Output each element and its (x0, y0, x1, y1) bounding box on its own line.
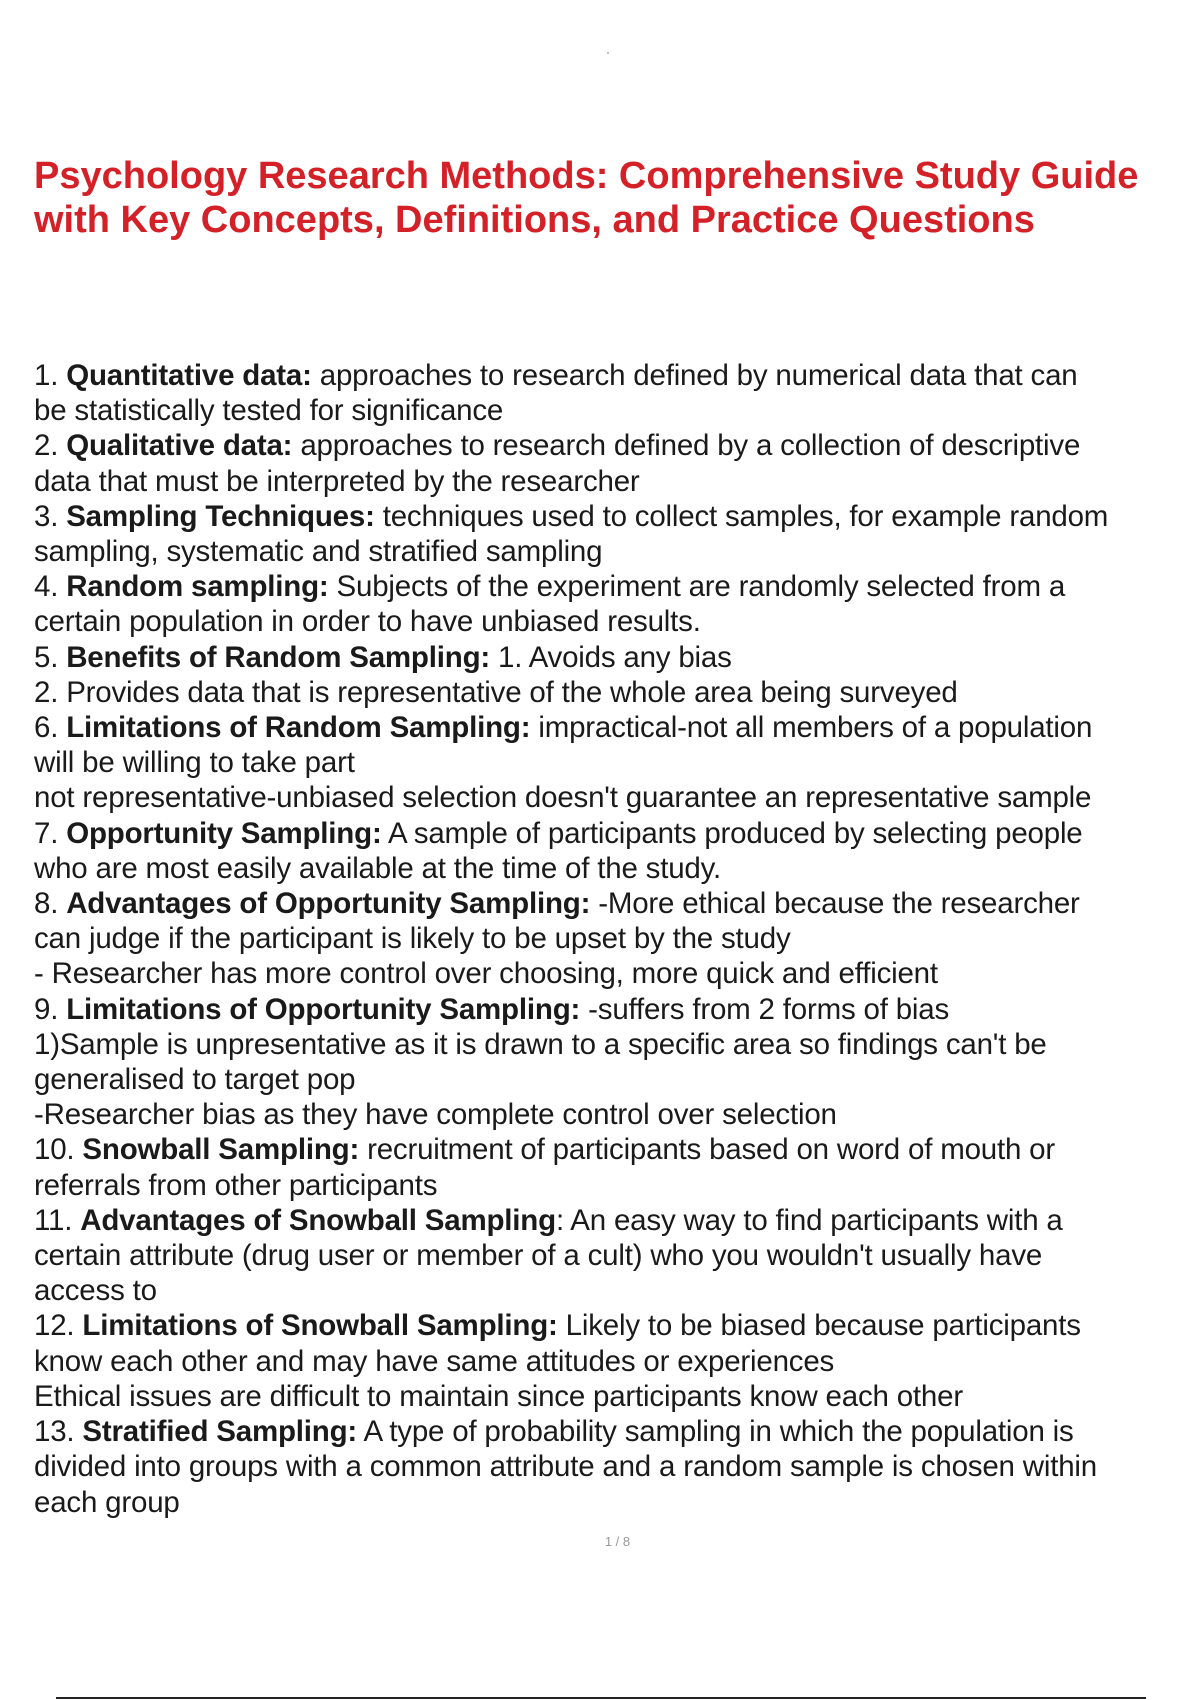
entry-number: 2. (34, 429, 59, 463)
entry-term: Advantages of Opportunity Sampling: (66, 887, 591, 921)
entry-item (34, 428, 1194, 498)
entry-continuation-line (34, 393, 1194, 428)
entry-continuation-line (34, 1379, 1194, 1414)
entry-item (34, 1203, 1194, 1309)
entry-definition-text: divided into groups with a common attribute and a random sample is chosen within (34, 1450, 1097, 1484)
entry-definition-text: Ethical issues are difficult to maintain since participants know each other (34, 1379, 963, 1413)
entry-first-line (34, 499, 1194, 534)
entry-definition-text: who are most easily available at the time of the study. (34, 851, 721, 885)
entry-term: Benefits of Random Sampling: (66, 640, 491, 674)
entry-item (34, 358, 1194, 428)
entry-term: Qualitative data: (66, 429, 293, 463)
entry-definition-text: - Researcher has more control over choosing, more quick and efficient (34, 957, 938, 991)
entry-first-line (34, 358, 1194, 393)
entry-definition-text: -Researcher bias as they have complete control over selection (34, 1098, 837, 1132)
entry-first-line (34, 992, 1194, 1027)
entry-list (34, 358, 1194, 1520)
entry-item (34, 886, 1194, 992)
entry-continuation-line (34, 1168, 1194, 1203)
entry-number: 4. (34, 570, 59, 604)
entry-definition-text: approaches to research defined by a collection of descriptive (300, 429, 1081, 463)
entry-item (34, 640, 1194, 710)
entry-number: 7. (34, 816, 59, 850)
entry-definition-text: certain population in order to have unbiased results. (34, 605, 701, 639)
entry-item (34, 499, 1194, 569)
entry-first-line (34, 569, 1194, 604)
entry-first-line (34, 816, 1194, 851)
entry-item (34, 569, 1194, 639)
page-bottom-divider (56, 1697, 1146, 1699)
entry-continuation-line (34, 1062, 1194, 1097)
entry-first-line (34, 1414, 1194, 1449)
entry-number: 5. (34, 640, 59, 674)
entry-continuation-line (34, 921, 1194, 956)
entry-definition-text: referrals from other participants (34, 1168, 438, 1202)
entry-continuation-line (34, 1097, 1194, 1132)
entry-definition-text: data that must be interpreted by the researcher (34, 464, 640, 498)
entry-first-line (34, 886, 1194, 921)
entry-definition-text: techniques used to collect samples, for example random (382, 499, 1109, 533)
entry-term: Opportunity Sampling: (66, 816, 382, 850)
entry-number: 13. (34, 1415, 75, 1449)
document-title: Psychology Research Methods: Comprehensive Study Guide with Key Concepts, Definitions, and Practice Questions (34, 155, 1139, 241)
entry-number: 8. (34, 887, 59, 921)
entry-definition-text: impractical-not all members of a population (538, 711, 1093, 745)
entry-number: 6. (34, 711, 59, 745)
entry-definition-text: can judge if the participant is likely to be upset by the study (34, 922, 791, 956)
entry-definition-text: generalised to target pop (34, 1063, 356, 1097)
entry-number: 10. (34, 1133, 75, 1167)
entry-term: Stratified Sampling: (82, 1415, 358, 1449)
entry-term: Advantages of Snowball Sampling (80, 1203, 556, 1237)
entry-continuation-line (34, 1273, 1194, 1308)
entry-definition-text: -More ethical because the researcher (598, 887, 1080, 921)
entry-definition-text: be statistically tested for significance (34, 394, 504, 428)
entry-continuation-line (34, 534, 1194, 569)
entry-definition-text: access to (34, 1274, 157, 1308)
entry-continuation-line (34, 464, 1194, 499)
entry-item (34, 1308, 1194, 1414)
entry-definition-text: : An easy way to find participants with a (555, 1203, 1063, 1237)
entry-first-line (34, 428, 1194, 463)
entry-term: Limitations of Snowball Sampling: (82, 1309, 558, 1343)
entry-first-line (34, 1203, 1194, 1238)
entry-number: 11. (34, 1203, 73, 1237)
entry-definition-text: each group (34, 1485, 180, 1519)
entry-term: Snowball Sampling: (82, 1133, 360, 1167)
entry-continuation-line (34, 956, 1194, 991)
entry-continuation-line (34, 1027, 1194, 1062)
entry-definition-text: 2. Provides data that is representative of the whole area being surveyed (34, 675, 958, 709)
page-number: 1 / 8 (604, 1534, 631, 1549)
entry-continuation-line (34, 1344, 1194, 1379)
entry-first-line (34, 710, 1194, 745)
entry-item (34, 1414, 1194, 1520)
entry-item (34, 1132, 1194, 1202)
entry-definition-text: will be willing to take part (34, 746, 355, 780)
entry-definition-text: know each other and may have same attitudes or experiences (34, 1344, 835, 1378)
entry-first-line (34, 1308, 1194, 1343)
entry-continuation-line (34, 780, 1194, 815)
entry-term: Random sampling: (66, 570, 329, 604)
entry-continuation-line (34, 1238, 1194, 1273)
entry-definition-text: -suffers from 2 forms of bias (588, 992, 950, 1026)
entry-definition-text: approaches to research defined by numerical data that can (319, 359, 1078, 392)
entry-continuation-line (34, 675, 1194, 710)
entry-number: 9. (34, 992, 59, 1026)
entry-number: 12. (34, 1309, 75, 1343)
entry-definition-text: 1)Sample is unpresentative as it is drawn to a specific area so findings can't be (34, 1027, 1047, 1061)
entry-definition-text: A type of probability sampling in which the population is (363, 1415, 1074, 1449)
entry-item (34, 816, 1194, 886)
entry-continuation-line (34, 1485, 1194, 1520)
entry-definition-text: not representative-unbiased selection doesn't guarantee an representative sample (34, 781, 1092, 815)
entry-continuation-line (34, 1449, 1194, 1484)
entry-term: Quantitative data: (66, 359, 312, 392)
entry-definition-text: 1. Avoids any bias (498, 640, 732, 674)
entry-definition-text: Likely to be biased because participants (565, 1309, 1081, 1343)
entry-term: Sampling Techniques: (66, 499, 375, 533)
entry-definition-text: sampling, systematic and stratified sampling (34, 535, 603, 569)
entry-first-line (34, 640, 1194, 675)
entry-item (34, 710, 1194, 816)
entry-definition-text: recruitment of participants based on word of mouth or (367, 1133, 1056, 1167)
entry-definition-text: Subjects of the experiment are randomly selected from a (336, 570, 1066, 604)
entry-first-line (34, 1132, 1194, 1167)
entry-number: 1. (34, 359, 59, 392)
page-dot-mark (607, 52, 609, 54)
entry-continuation-line (34, 851, 1194, 886)
entry-number: 3. (34, 499, 59, 533)
entry-continuation-line (34, 604, 1194, 639)
entry-term: Limitations of Random Sampling: (66, 711, 531, 745)
entry-item (34, 992, 1194, 1133)
entry-term: Limitations of Opportunity Sampling: (66, 992, 581, 1026)
entry-definition-text: A sample of participants produced by selecting people (387, 816, 1083, 850)
entry-continuation-line (34, 745, 1194, 780)
entry-definition-text: certain attribute (drug user or member of a cult) who you wouldn't usually have (34, 1239, 1043, 1273)
